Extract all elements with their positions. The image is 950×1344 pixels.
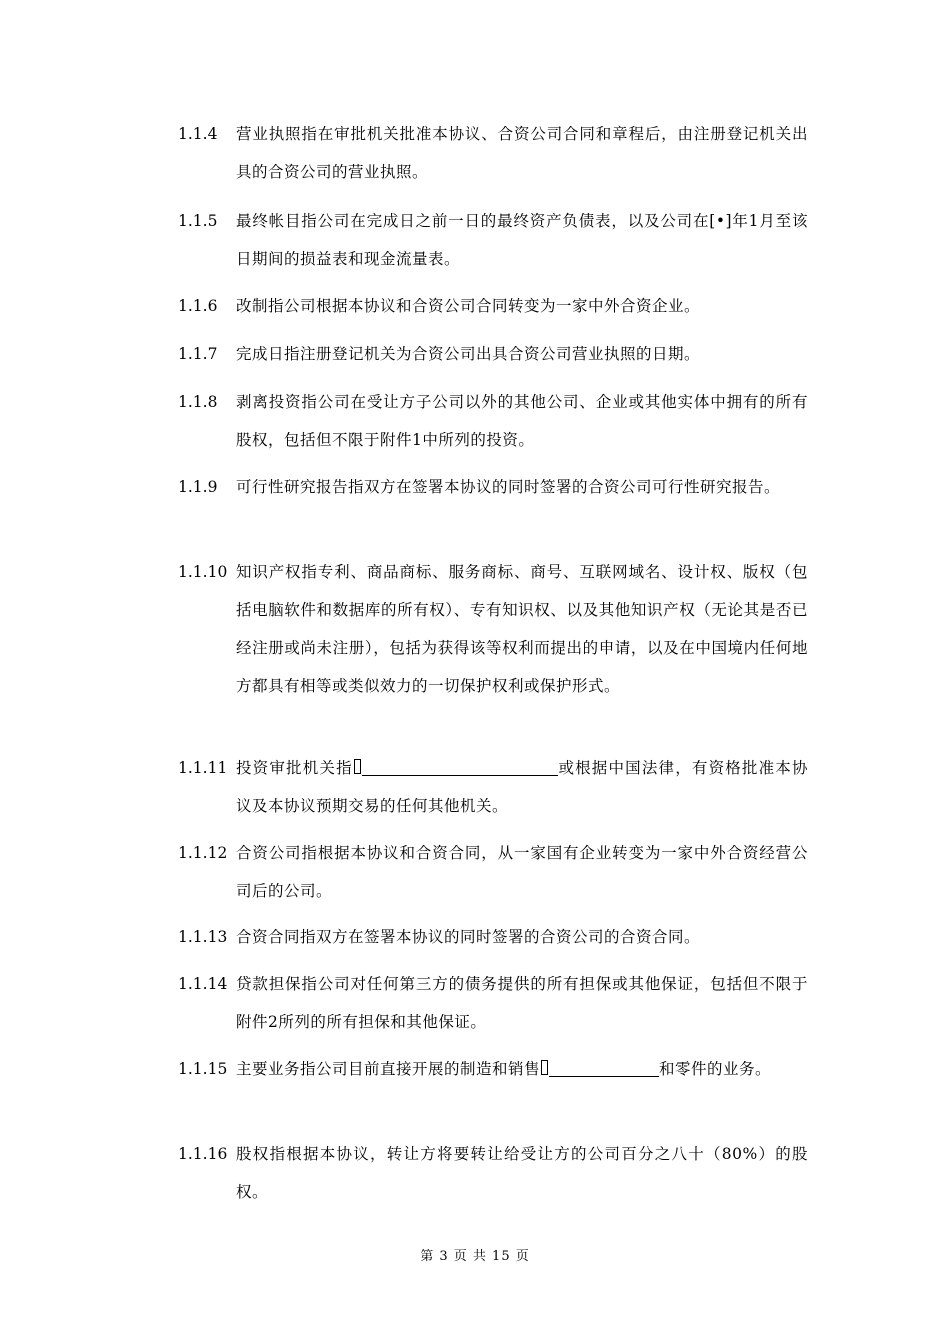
clause-text: 剥离投资指公司在受让方子公司以外的其他公司、企业或其他实体中拥有的所有股权，包括但不限于附件1中所列的投资。 (236, 393, 808, 449)
clause-text-after-blank: 或根据中国法律，有资格批准本协议及本协议预期交易的任何其他机关。 (236, 759, 808, 815)
clause-number: 1.1.5 (178, 212, 218, 230)
clause-number: 1.1.11 (178, 759, 228, 777)
placeholder-box-glyph (541, 1060, 548, 1075)
clause-text: 最终帐目指公司在完成日之前一日的最终资产负债表，以及公司在[•]年1月至该日期间的损益表和现金流量表。 (236, 212, 808, 268)
clause-number: 1.1.7 (178, 345, 218, 363)
fill-in-blank (362, 755, 558, 776)
fill-in-blank (549, 1056, 659, 1077)
clause-text: 贷款担保指公司对任何第三方的债务提供的所有担保或其他保证，包括但不限于附件2所列的所有担保和其他保证。 (236, 975, 808, 1031)
clause-text-before-blank: 主要业务指公司目前直接开展的制造和销售 (236, 1060, 541, 1078)
clause-number: 1.1.10 (178, 563, 228, 581)
clause-text: 合资合同指双方在签署本协议的同时签署的合资公司的合资合同。 (236, 928, 701, 946)
clause-text: 股权指根据本协议，转让方将要转让给受让方的公司百分之八十（80%）的股权。 (236, 1145, 808, 1201)
clause-number: 1.1.12 (178, 844, 228, 862)
clause-text: 完成日指注册登记机关为合资公司出具合资公司营业执照的日期。 (236, 345, 701, 363)
clause-number: 1.1.14 (178, 975, 228, 993)
clause-number: 1.1.13 (178, 928, 228, 946)
clause-text-before-blank: 投资审批机关指 (236, 759, 353, 777)
clause-text: 改制指公司根据本协议和合资公司合同转变为一家中外合资企业。 (236, 297, 701, 315)
clause-number: 1.1.4 (178, 125, 218, 143)
clause-number: 1.1.16 (178, 1145, 228, 1163)
clause-text (236, 749, 808, 825)
clause-text-after-blank: 和零件的业务。 (659, 1060, 772, 1078)
page-footer: 第 3 页 共 15 页 (420, 1249, 530, 1264)
clause-number: 1.1.8 (178, 393, 218, 411)
clause-text: 合资公司指根据本协议和合资合同，从一家国有企业转变为一家中外合资经营公司后的公司。 (236, 844, 808, 900)
clause-number: 1.1.9 (178, 478, 218, 496)
clause-text: 知识产权指专利、商品商标、服务商标、商号、互联网域名、设计权、版权（包括电脑软件和数据库的所有权）、专有知识权、以及其他知识产权（无论其是否已经注册或尚未注册），包括为获得该等权利而提出的申请，以及在中国境内任何地方都具有相等或类似效力的一切保护权利或保护形式。 (236, 563, 808, 695)
clause-number: 1.1.6 (178, 297, 218, 315)
clause-text (236, 1050, 808, 1088)
clause-text: 可行性研究报告指双方在签署本协议的同时签署的合资公司可行性研究报告。 (236, 478, 781, 496)
clause-text: 营业执照指在审批机关批准本协议、合资公司合同和章程后，由注册登记机关出具的合资公司的营业执照。 (236, 125, 808, 181)
clause-number: 1.1.15 (178, 1060, 228, 1078)
placeholder-box-glyph (354, 759, 361, 774)
